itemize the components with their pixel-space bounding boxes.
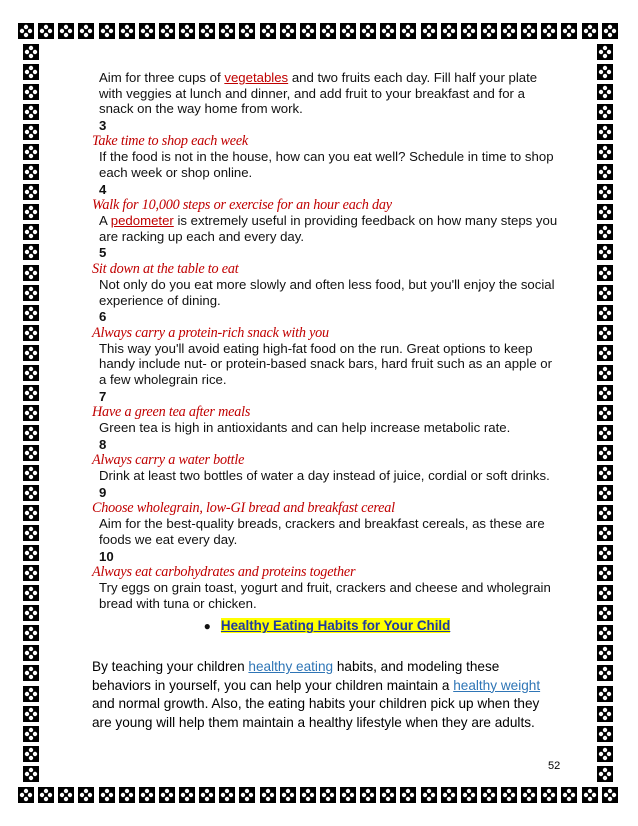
flower-ornament-icon <box>597 686 613 702</box>
flower-ornament-icon <box>23 405 39 421</box>
flower-ornament-icon <box>260 787 276 803</box>
flower-ornament-icon <box>481 787 497 803</box>
tip-number: 6 <box>99 309 107 325</box>
flower-ornament-icon <box>78 787 94 803</box>
flower-ornament-icon <box>597 545 613 561</box>
flower-ornament-icon <box>18 23 34 39</box>
flower-ornament-icon <box>597 184 613 200</box>
tip-text: Aim for the best-quality breads, crackers and breakfast cereals, as these are foods we eat every day. <box>99 516 545 548</box>
vegetables-link[interactable]: vegetables <box>224 70 289 85</box>
flower-ornament-icon <box>521 787 537 803</box>
tip-heading: Take time to shop each week <box>92 133 249 150</box>
flower-ornament-icon <box>501 23 517 39</box>
flower-ornament-icon <box>23 204 39 220</box>
top-border <box>18 18 618 44</box>
flower-ornament-icon <box>597 766 613 782</box>
flower-ornament-icon <box>597 706 613 722</box>
page-number: 52 <box>548 760 561 772</box>
flower-ornament-icon <box>320 23 336 39</box>
flower-ornament-icon <box>23 124 39 140</box>
flower-ornament-icon <box>23 164 39 180</box>
flower-ornament-icon <box>119 787 135 803</box>
child-habits-paragraph: By teaching your children healthy eating habits, and modeling these behaviors in yourself, you can help your children maintain a healthy weight and normal growth. Also, the eating habits your children pick up when they are young will help them maintain a healthy lifestyle when they are adults. <box>92 659 541 730</box>
flower-ornament-icon <box>23 224 39 240</box>
flower-ornament-icon <box>400 787 416 803</box>
flower-ornament-icon <box>597 365 613 381</box>
flower-ornament-icon <box>597 405 613 421</box>
flower-ornament-icon <box>582 23 598 39</box>
flower-ornament-icon <box>23 565 39 581</box>
flower-ornament-icon <box>23 184 39 200</box>
flower-ornament-icon <box>597 625 613 641</box>
flower-ornament-icon <box>280 23 296 39</box>
flower-ornament-icon <box>23 385 39 401</box>
tip-number: 7 <box>99 388 107 404</box>
flower-ornament-icon <box>239 787 255 803</box>
tip-number: 3 <box>99 117 107 133</box>
tip-heading: Sit down at the table to eat <box>92 260 239 277</box>
flower-ornament-icon <box>597 224 613 240</box>
flower-ornament-icon <box>23 726 39 742</box>
flower-ornament-icon <box>597 104 613 120</box>
tip-heading: Have a green tea after meals <box>92 404 251 421</box>
flower-ornament-icon <box>23 265 39 281</box>
pedometer-link[interactable]: pedometer <box>110 213 174 229</box>
flower-ornament-icon <box>38 787 54 803</box>
tip-number: 9 <box>99 484 107 500</box>
tip-text: Drink at least two bottles of water a day instead of juice, cordial or soft drinks. <box>99 468 550 484</box>
flower-ornament-icon <box>360 23 376 39</box>
flower-ornament-icon <box>597 565 613 581</box>
flower-ornament-icon <box>199 787 215 803</box>
flower-ornament-icon <box>179 787 195 803</box>
flower-ornament-icon <box>441 787 457 803</box>
flower-ornament-icon <box>23 505 39 521</box>
flower-ornament-icon <box>441 23 457 39</box>
tip-text: This way you'll avoid eating high-fat food on the run. Great options to keep handy include nut- or protein-based snack bars, hard fruit such as an apple or a few wholegrain rice. <box>99 340 553 387</box>
flower-ornament-icon <box>597 605 613 621</box>
flower-ornament-icon <box>597 665 613 681</box>
flower-ornament-icon <box>380 787 396 803</box>
healthy-weight-link[interactable]: healthy weight <box>453 677 541 693</box>
flower-ornament-icon <box>239 23 255 39</box>
flower-ornament-icon <box>597 285 613 301</box>
flower-ornament-icon <box>18 787 34 803</box>
flower-ornament-icon <box>23 585 39 601</box>
flower-ornament-icon <box>179 23 195 39</box>
flower-ornament-icon <box>597 64 613 80</box>
flower-ornament-icon <box>541 787 557 803</box>
flower-ornament-icon <box>597 44 613 60</box>
flower-ornament-icon <box>23 305 39 321</box>
tip-number: 8 <box>99 436 107 452</box>
flower-ornament-icon <box>597 144 613 160</box>
flower-ornament-icon <box>300 23 316 39</box>
healthy-eating-link[interactable]: healthy eating <box>248 659 334 674</box>
flower-ornament-icon <box>340 23 356 39</box>
flower-ornament-icon <box>320 787 336 803</box>
flower-ornament-icon <box>602 787 618 803</box>
flower-ornament-icon <box>99 23 115 39</box>
flower-ornament-icon <box>23 746 39 762</box>
flower-ornament-icon <box>199 23 215 39</box>
flower-ornament-icon <box>78 23 94 39</box>
flower-ornament-icon <box>461 23 477 39</box>
flower-ornament-icon <box>23 244 39 260</box>
flower-ornament-icon <box>139 23 155 39</box>
tip-text: Green tea is high in antioxidants and can help increase metabolic rate. <box>99 420 511 436</box>
flower-ornament-icon <box>159 23 175 39</box>
flower-ornament-icon <box>597 164 613 180</box>
right-border <box>592 44 618 782</box>
tip-text: If the food is not in the house, how can you eat well? Schedule in time to shop each week or shop online. <box>99 149 554 180</box>
flower-ornament-icon <box>38 23 54 39</box>
flower-ornament-icon <box>260 23 276 39</box>
tip-text: Try eggs on grain toast, yogurt and fruit, crackers and cheese and wholegrain bread with tuna or chicken. <box>99 580 551 611</box>
flower-ornament-icon <box>597 204 613 220</box>
flower-ornament-icon <box>23 545 39 561</box>
flower-ornament-icon <box>23 686 39 702</box>
flower-ornament-icon <box>159 787 175 803</box>
flower-ornament-icon <box>597 645 613 661</box>
flower-ornament-icon <box>597 325 613 341</box>
tips-content <box>92 70 562 635</box>
tip-heading: Always carry a water bottle <box>92 452 245 469</box>
flower-ornament-icon <box>582 787 598 803</box>
flower-ornament-icon <box>340 787 356 803</box>
flower-ornament-icon <box>360 787 376 803</box>
flower-ornament-icon <box>58 23 74 39</box>
flower-ornament-icon <box>597 244 613 260</box>
flower-ornament-icon <box>597 84 613 100</box>
flower-ornament-icon <box>58 787 74 803</box>
flower-ornament-icon <box>23 465 39 481</box>
flower-ornament-icon <box>597 425 613 441</box>
flower-ornament-icon <box>23 64 39 80</box>
flower-ornament-icon <box>300 787 316 803</box>
flower-ornament-icon <box>23 345 39 361</box>
flower-ornament-icon <box>597 465 613 481</box>
flower-ornament-icon <box>99 787 115 803</box>
flower-ornament-icon <box>23 44 39 60</box>
flower-ornament-icon <box>597 124 613 140</box>
flower-ornament-icon <box>23 325 39 341</box>
bottom-border <box>18 782 618 808</box>
flower-ornament-icon <box>421 787 437 803</box>
flower-ornament-icon <box>23 706 39 722</box>
flower-ornament-icon <box>400 23 416 39</box>
flower-ornament-icon <box>561 787 577 803</box>
flower-ornament-icon <box>597 265 613 281</box>
tip-heading: Choose wholegrain, low-GI bread and breakfast cereal <box>92 500 395 517</box>
flower-ornament-icon <box>501 787 517 803</box>
flower-ornament-icon <box>23 605 39 621</box>
left-border <box>18 44 44 782</box>
flower-ornament-icon <box>602 23 618 39</box>
bullet-heading-row <box>92 617 562 635</box>
tip-heading: Walk for 10,000 steps or exercise for an hour each day <box>92 197 392 214</box>
flower-ornament-icon <box>597 485 613 501</box>
flower-ornament-icon <box>597 385 613 401</box>
tip-number: 10 <box>99 548 114 564</box>
tip-number: 4 <box>99 181 107 197</box>
tip-heading: Always carry a protein-rich snack with you <box>92 324 329 341</box>
tip-text: Not only do you eat more slowly and often less food, but you'll enjoy the social experience of dining. <box>99 276 555 308</box>
flower-ornament-icon <box>23 766 39 782</box>
flower-ornament-icon <box>280 787 296 803</box>
flower-ornament-icon <box>561 23 577 39</box>
tip-number: 5 <box>99 245 107 261</box>
flower-ornament-icon <box>597 305 613 321</box>
flower-ornament-icon <box>481 23 497 39</box>
flower-ornament-icon <box>597 445 613 461</box>
healthy-eating-habits-link[interactable]: Healthy Eating Habits for Your Child <box>220 618 451 634</box>
flower-ornament-icon <box>219 787 235 803</box>
flower-ornament-icon <box>23 365 39 381</box>
flower-ornament-icon <box>139 787 155 803</box>
flower-ornament-icon <box>541 23 557 39</box>
flower-ornament-icon <box>23 285 39 301</box>
flower-ornament-icon <box>23 525 39 541</box>
bullet-icon: ● <box>203 619 211 634</box>
tip-heading: Always eat carbohydrates and proteins together <box>92 564 356 581</box>
flower-ornament-icon <box>421 23 437 39</box>
flower-ornament-icon <box>597 345 613 361</box>
flower-ornament-icon <box>597 505 613 521</box>
flower-ornament-icon <box>380 23 396 39</box>
flower-ornament-icon <box>119 23 135 39</box>
flower-ornament-icon <box>219 23 235 39</box>
flower-ornament-icon <box>23 485 39 501</box>
flower-ornament-icon <box>597 726 613 742</box>
tip-text: A pedometer is extremely useful in providing feedback on how many steps you are racking up each and every day. <box>99 213 558 244</box>
flower-ornament-icon <box>461 787 477 803</box>
flower-ornament-icon <box>23 84 39 100</box>
flower-ornament-icon <box>521 23 537 39</box>
flower-ornament-icon <box>23 104 39 120</box>
flower-ornament-icon <box>597 525 613 541</box>
flower-ornament-icon <box>23 665 39 681</box>
flower-ornament-icon <box>23 645 39 661</box>
tip-intro: Aim for three cups of vegetables and two fruits each day. Fill half your plate with veggies at lunch and dinner, and add fruit to your breakfast and for a snack on the way home from work. <box>99 70 538 117</box>
flower-ornament-icon <box>23 425 39 441</box>
flower-ornament-icon <box>597 746 613 762</box>
flower-ornament-icon <box>597 585 613 601</box>
flower-ornament-icon <box>23 625 39 641</box>
flower-ornament-icon <box>23 445 39 461</box>
flower-ornament-icon <box>23 144 39 160</box>
